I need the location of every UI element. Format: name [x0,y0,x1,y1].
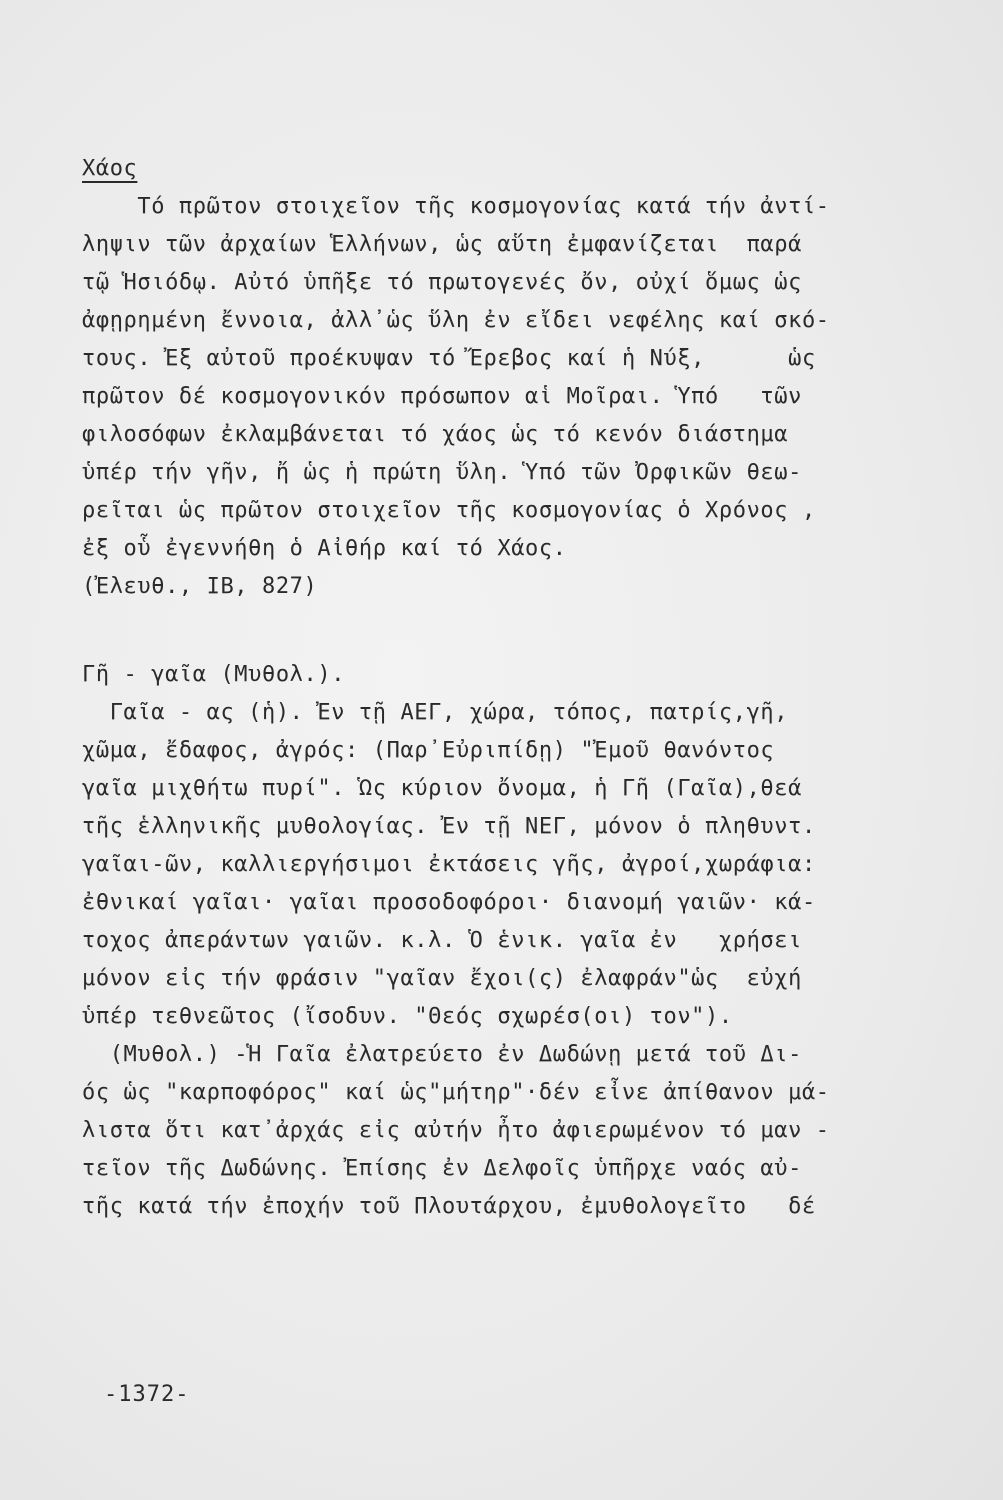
text-line: ὑπέρ τεθνεῶτος (ἴσοδυν. "Θεός σχωρέσ(οι) τον"). [82,1004,733,1029]
text-line: ἐξ οὗ ἐγεννήθη ὁ Αἰθήρ καί τό Χάος. [82,536,567,561]
spacer [82,606,972,656]
text-line: ός ὡς "καρποφόρος" καί ὡς"μήτηρ"·δέν εἶνε ἀπίθανον μά- [82,1080,830,1105]
section-title-chaos: Χάος [82,156,138,181]
text-line: γαῖαι-ῶν, καλλιεργήσιμοι ἐκτάσεις γῆς, ἀγροί,χωράφια: [82,852,816,877]
text-line: Γαῖα - ας (ἡ). Ἐν τῇ ΑΕΓ, χώρα, τόπος, πατρίς,γῆ, [82,700,789,725]
text-line: τῆς ἑλληνικῆς μυθολογίας. Ἐν τῇ ΝΕΓ, μόνον ὁ πληθυντ. [82,814,816,839]
citation: (Ἐλευθ., ΙΒ, 827) [82,574,318,599]
text-line: ἐθνικαί γαῖαι· γαῖαι προσοδοφόροι· διανομή γαιῶν· κά- [82,890,816,915]
text-line: χῶμα, ἔδαφος, ἀγρός: (Παρ᾽Εὐριπίδῃ) "Ἐμοῦ θανόντος [82,738,775,763]
page-number: -1372- [104,1382,190,1407]
section-title-gaia: Γῆ - γαῖα (Μυθολ.). [82,662,346,687]
text-line: πρῶτον δέ κοσμογονικόν πρόσωπον αἱ Μοῖραι. Ὑπό τῶν [82,384,802,409]
text-line: ρεῖται ὡς πρῶτον στοιχεῖον τῆς κοσμογονίας ὁ Χρόνος , [82,498,816,523]
text-line: Τό πρῶτον στοιχεῖον τῆς κοσμογονίας κατά τήν ἀντί- [82,194,830,219]
text-line: ἀφῃρημένη ἔννοια, ἀλλ᾽ὡς ὕλη ἐν εἴδει νεφέλης καί σκό- [82,308,830,333]
text-line: μόνον εἰς τήν φράσιν "γαῖαν ἔχοι(ς) ἐλαφράν"ὡς εὐχή [82,966,802,991]
text-line: γαῖα μιχθήτω πυρί". Ὡς κύριον ὄνομα, ἡ Γῆ (Γαῖα),θεά [82,776,802,801]
text-body [82,150,972,1226]
text-line: ληψιν τῶν ἀρχαίων Ἑλλήνων, ὡς αὕτη ἐμφανίζεται παρά [82,232,802,257]
text-line: τῆς κατά τήν ἐποχήν τοῦ Πλουτάρχου, ἐμυθολογεῖτο δέ [82,1194,816,1219]
text-line: ὑπέρ τήν γῆν, ἤ ὡς ἡ πρώτη ὕλη. Ὑπό τῶν Ὀρφικῶν θεω- [82,460,802,485]
text-line: τῷ Ἡσιόδῳ. Αὐτό ὑπῆξε τό πρωτογενές ὄν, οὐχί ὅμως ὡς [82,270,802,295]
text-line: λιστα ὅτι κατ᾽ἀρχάς εἰς αὐτήν ἦτο ἀφιερωμένον τό μαν - [82,1118,830,1143]
text-line: τεῖον τῆς Δωδώνης. Ἐπίσης ἐν Δελφοῖς ὑπῆρχε ναός αὐ- [82,1156,802,1181]
text-line: φιλοσόφων ἐκλαμβάνεται τό χάος ὡς τό κενόν διάστημα [82,422,789,447]
text-line: (Μυθολ.) -Ἡ Γαῖα ἐλατρεύετο ἐν Δωδώνῃ μετά τοῦ Δι- [82,1042,802,1067]
text-line: τοχος ἀπεράντων γαιῶν. κ.λ. Ὁ ἑνικ. γαῖα ἐν χρήσει [82,928,802,953]
text-line: τους. Ἐξ αὐτοῦ προέκυψαν τό Ἔρεβος καί ἡ Νύξ, ὡς [82,346,816,371]
